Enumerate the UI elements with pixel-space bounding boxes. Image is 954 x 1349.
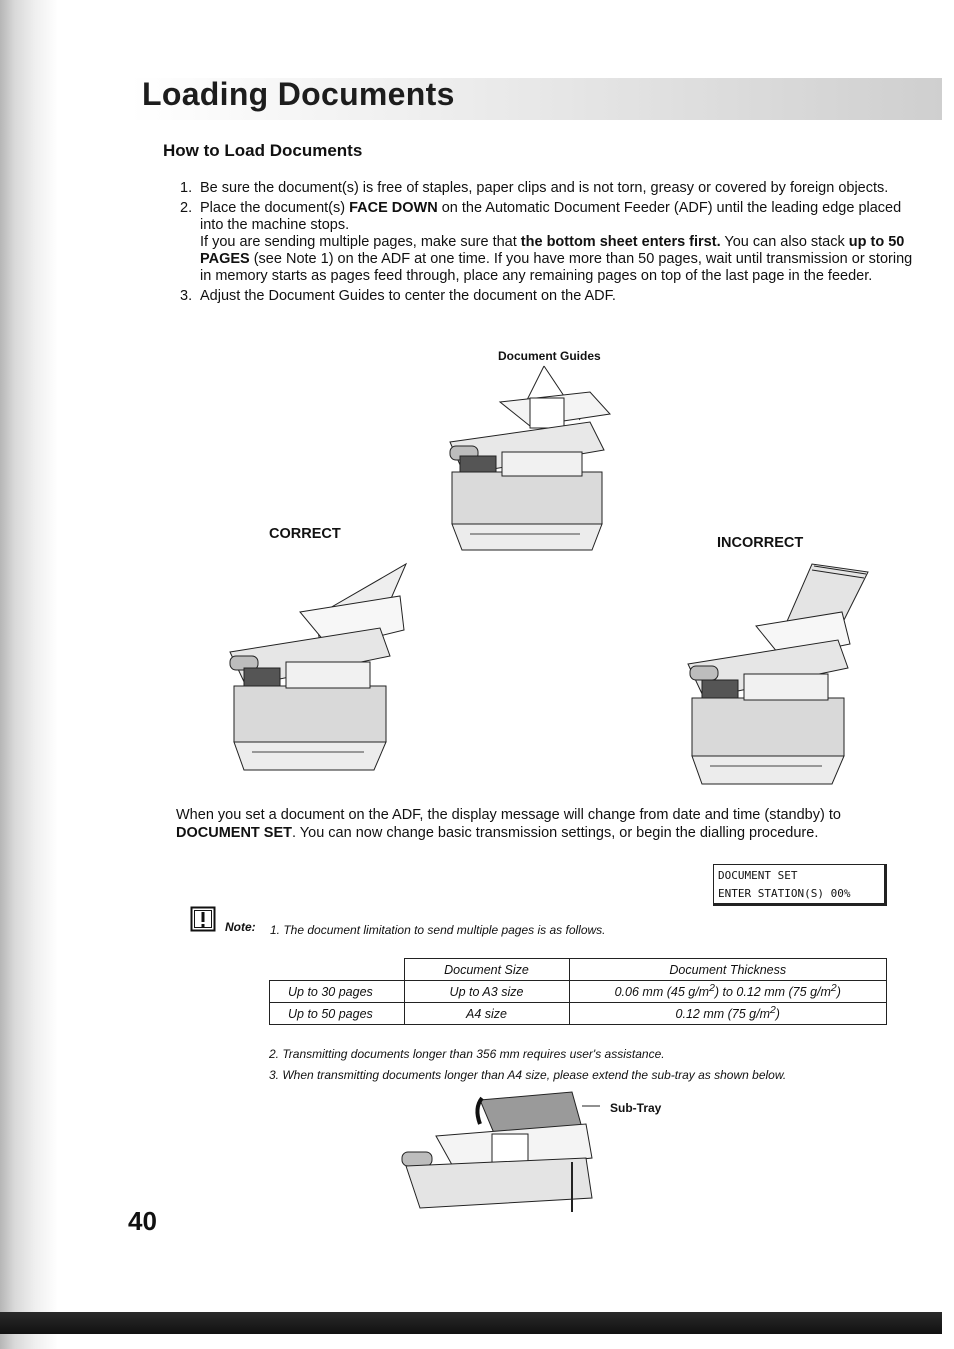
row-size: A4 size — [404, 1003, 569, 1025]
display-line-1: DOCUMENT SET — [718, 869, 798, 882]
step-number: 2. — [180, 200, 193, 216]
page-number: 40 — [128, 1206, 157, 1236]
step-text: Adjust the Document Guides to center the document on the ADF. — [200, 288, 616, 304]
step-text: Place the document(s) FACE DOWN on the Automatic Document Feeder (ADF) until the leading edge placed into the machine stops. — [200, 200, 902, 233]
sub-tray-caption: Sub-Tray — [610, 1101, 662, 1115]
document-limits-table — [269, 958, 887, 1025]
fax-machine-illustration-guides — [440, 362, 616, 554]
correct-label: CORRECT — [269, 526, 341, 542]
book-spine-shadow — [0, 0, 58, 1349]
row-pages: Up to 30 pages — [270, 981, 405, 1003]
row-thickness: 0.12 mm (75 $g/m^2$) — [569, 1003, 887, 1025]
incorrect-label: INCORRECT — [717, 535, 804, 551]
table-corner — [270, 959, 405, 981]
step-text-continued: If you are sending multiple pages, make sure that the bottom sheet enters first. You can also stack up to 50 PAGES (see Note 1) on the ADF at one time. If you have more than 50 pages, wait until transmission or storing in memory starts as pages feed through, place any remaining pages on top of the last page in the feeder. — [200, 234, 913, 284]
page-title: Loading Documents — [142, 76, 455, 112]
column-header-thickness: Document Thickness — [569, 959, 887, 981]
document-guides-caption: Document Guides — [498, 349, 601, 363]
step-text: Be sure the document(s) is free of staples, paper clips and is not torn, greasy or covered by foreign objects. — [200, 180, 889, 196]
table-header-row — [270, 959, 887, 981]
fax-machine-illustration-subtray — [396, 1088, 606, 1218]
row-thickness: 0.06 mm (45 $g/m^2$) to 0.12 mm (75 $g/m^2$) — [569, 981, 887, 1003]
step-number: 3. — [180, 288, 193, 304]
page-bottom-bar — [0, 1312, 942, 1334]
display-line-2: ENTER STATION(S) 00% — [718, 887, 851, 900]
column-header-size: Document Size — [404, 959, 569, 981]
fax-machine-illustration-incorrect — [682, 562, 872, 788]
section-subtitle: How to Load Documents — [163, 141, 363, 160]
table-row — [270, 981, 887, 1003]
instruction-steps — [180, 180, 922, 308]
lcd-display — [713, 864, 887, 906]
standby-paragraph: When you set a document on the ADF, the display message will change from date and time (standby) to DOCUMENT SET. You can now change basic transmission settings, or begin the dialling procedure. — [176, 807, 841, 841]
fax-machine-illustration-correct — [220, 556, 410, 776]
step-3 — [180, 288, 922, 305]
note-item-2: 2. Transmitting documents longer than 356 mm requires user's assistance. — [269, 1047, 665, 1061]
table-row — [270, 1003, 887, 1025]
step-1 — [180, 180, 922, 197]
note-item-1: 1. The document limitation to send multiple pages is as follows. — [270, 923, 606, 937]
step-number: 1. — [180, 180, 193, 196]
note-item-3: 3. When transmitting documents longer than A4 size, please extend the sub-tray as shown below. — [269, 1068, 787, 1082]
row-pages: Up to 50 pages — [270, 1003, 405, 1025]
row-size: Up to A3 size — [404, 981, 569, 1003]
step-2 — [180, 200, 922, 285]
note-label: Note: — [225, 920, 256, 934]
note-icon — [190, 906, 216, 932]
